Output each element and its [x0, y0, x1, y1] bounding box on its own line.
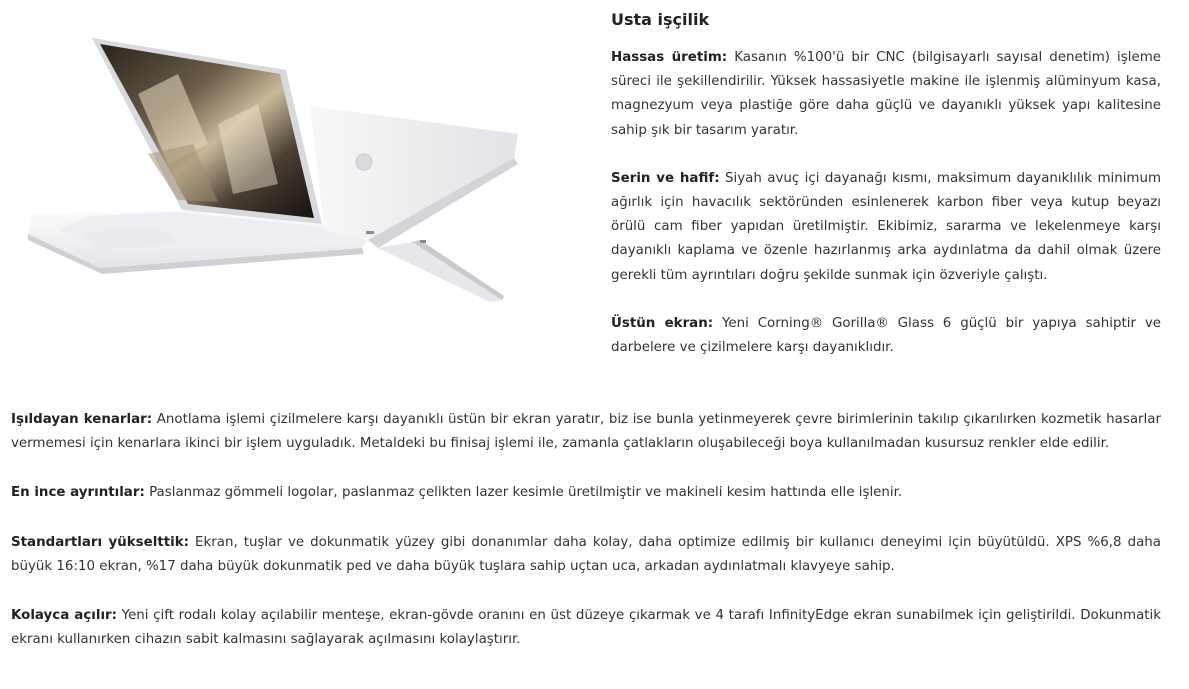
paragraph-text: Yeni Corning® Gorilla® Glass 6 güçlü bir yapıya sahiptir ve darbelere ve çizilmelere karşı dayanıklıdır.: [611, 315, 1161, 356]
paragraph-label: Standartları yükselttik:: [11, 534, 189, 550]
paragraph-hassas-uretim: [611, 46, 1161, 143]
section-title: Usta işçilik: [611, 10, 710, 29]
paragraph-text: Ekran, tuşlar ve dokunmatik yüzey gibi donanımlar daha kolay, daha optimize edilmiş bir kullanıcı deneyimi için büyütüldü. XPS %6,8 daha büyük 16:10 ekran, %17 daha büyük dokunmatik ped ve daha büyük tuşlara sahip uçtan uca, arkadan aydınlatmalı klavyeye sahip.: [11, 534, 1161, 574]
paragraph-label: Kolayca açılır:: [11, 608, 118, 624]
paragraph-label: Hassas üretim:: [611, 50, 728, 65]
paragraph-text: Siyah avuç içi dayanağı kısmı, maksimum dayanıklılık minimum ağırlık için havacılık sektöründen esinlenerek karbon fiber veya kutup beyazı örülü cam fiber yapıdan üretilmiştir. Ekibimiz, sararma ve lekelenmeye karşı dayanıklı kaplama ve özenle hazırlanmış arka aydınlatma da dahil olmak üzere gerekli tüm ayrıntıları doğru şekilde sunmak için özveriyle çalıştı.: [611, 170, 1161, 283]
paragraph-ustun-ekran: [611, 312, 1161, 360]
paragraph-label: Işıldayan kenarlar:: [11, 412, 153, 427]
laptop-image: [28, 34, 524, 304]
paragraph-serin-ve-hafif: [611, 167, 1161, 288]
dell-logo-icon: [356, 154, 372, 170]
paragraph-text: Yeni çift rodalı kolay açılabilir menteşe, ekran-gövde oranını en üst düzeye çıkarmak ve 4 tarafı InfinityEdge ekran sunabilmek için geliştirildi. Dokunmatik ekranı kullanırken cihazın sabit kalmasını sağlayarak açılmasını kolaylaştırır.: [11, 608, 1162, 648]
right-column: [611, 7, 1161, 384]
paragraph-text: Anotlama işlemi çizilmelere karşı dayanıklı üstün bir ekran yaratır, biz ise bunla yetinmeyerek çevre birimlerinin takılıp çıkarılırken kozmetik hasarlar vermemesi için kenarlara ikinci bir işlem uyguladık. Metaldeki bu finisaj işlemi ile, zamanla çatlakların oluşabileceği boya kullanılmadan kusursuz renkler elde edilir.: [11, 412, 1161, 452]
paragraph-en-ince-ayrintilar: [11, 481, 1161, 505]
bottom-section: [11, 408, 1161, 677]
paragraph-isildayan-kenarlar: [11, 408, 1161, 456]
laptop-base: [378, 242, 502, 302]
paragraph-label: En ince ayrıntılar:: [11, 485, 145, 501]
paragraph-kolayca-acilir: [11, 604, 1161, 652]
paragraph-label: Üstün ekran:: [611, 315, 714, 331]
paragraph-label: Serin ve hafif:: [611, 170, 720, 186]
paragraph-text: Paslanmaz gömmeli logolar, paslanmaz çelikten lazer kesimle üretilmiştir ve makineli kesim hattında elle işlenir.: [149, 485, 903, 501]
paragraph-text: Kasanın %100'ü bir CNC (bilgisayarlı sayısal denetim) işleme süreci ile şekillendirilir. Yüksek hassasiyetle makine ile işlenmiş alüminyum kasa, magnezyum veya plastiğe göre daha güçlü ve dayanıklı yüksek yapı kalitesine sahip şık bir tasarım yaratır.: [611, 50, 1161, 138]
paragraph-standartlari-yukselttik: [11, 531, 1161, 579]
